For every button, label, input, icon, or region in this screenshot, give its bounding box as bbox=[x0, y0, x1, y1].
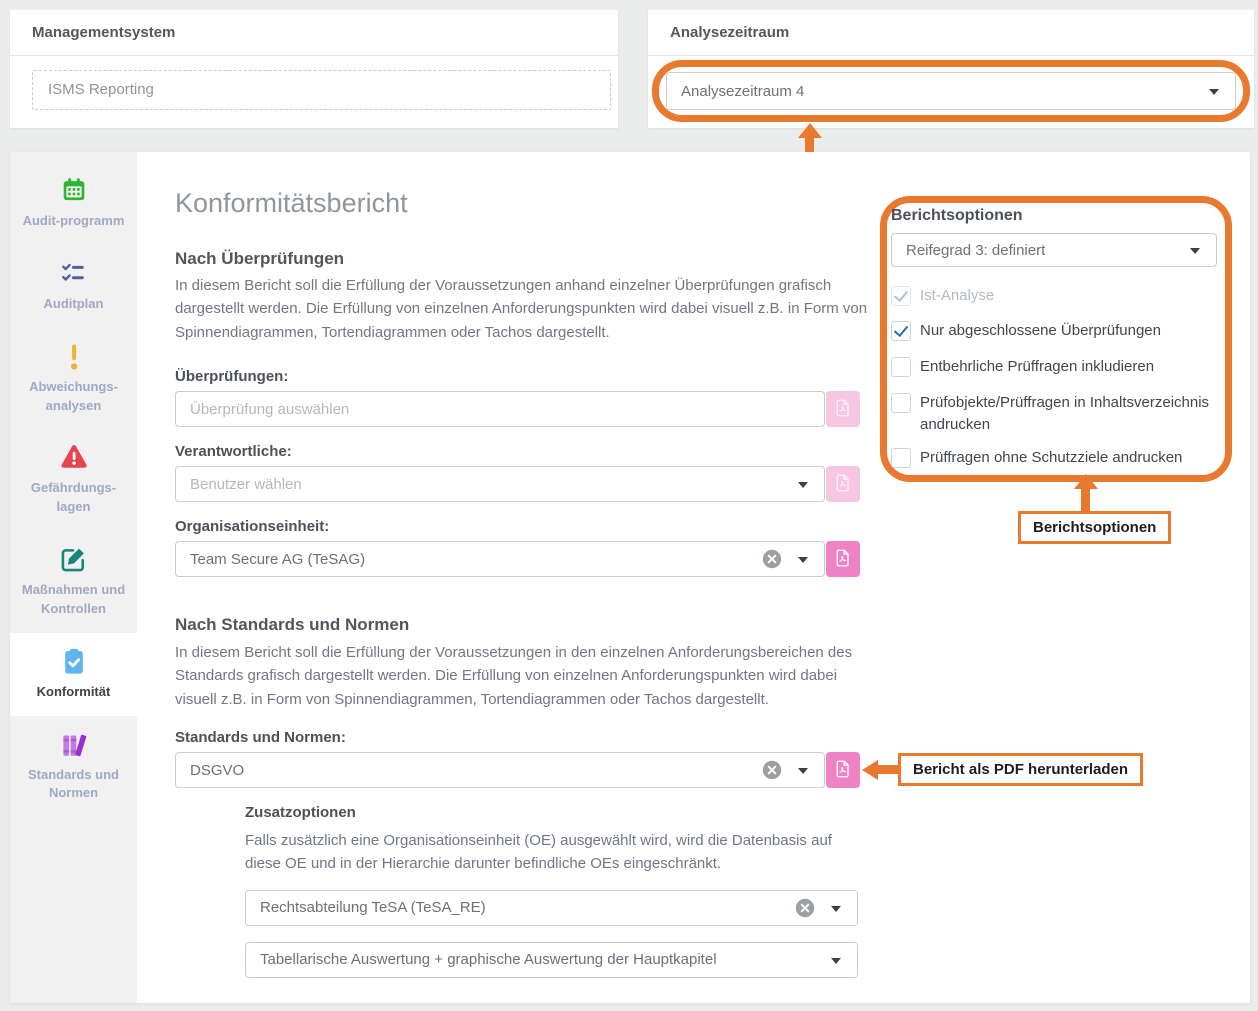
maturity-select[interactable] bbox=[891, 233, 1217, 267]
exclamation-icon bbox=[18, 343, 129, 371]
management-card-title: Managementsystem bbox=[10, 10, 618, 56]
clipboard-check-icon bbox=[18, 648, 129, 676]
evaluation-type-value: Tabellarische Auswertung + graphische Auswertung der Hauptkapitel bbox=[260, 951, 717, 968]
pdf-download-button[interactable] bbox=[826, 752, 860, 788]
analysis-period-value: Analysezeitraum 4 bbox=[681, 82, 805, 100]
checkbox[interactable] bbox=[891, 321, 911, 341]
checkbox[interactable] bbox=[891, 357, 911, 377]
section-standards-heading: Nach Standards und Normen bbox=[175, 615, 410, 634]
sidebar-item-audit-programm[interactable] bbox=[10, 162, 137, 245]
org-unit-select[interactable] bbox=[175, 541, 825, 577]
pdf-file-icon bbox=[834, 549, 852, 570]
checkbox[interactable] bbox=[891, 448, 911, 468]
arrow-shaft bbox=[877, 765, 898, 774]
pdf-file-icon bbox=[834, 760, 852, 781]
standards-field-row bbox=[175, 752, 860, 788]
extra-options-heading: Zusatzoptionen bbox=[245, 804, 356, 821]
reviews-field-row bbox=[175, 391, 860, 427]
sidebar-item-auditplan[interactable] bbox=[10, 245, 137, 328]
warning-triangle-icon bbox=[18, 444, 129, 472]
pdf-file-icon bbox=[834, 474, 852, 495]
extra-options-description: Falls zusätzlich eine Organisationseinheit (OE) ausgewählt wird, wird die Datenbasis auf diese OE und in der Hierarchie darunter befindliche OEs eingeschränkt. bbox=[245, 832, 832, 873]
arrow-shaft bbox=[1081, 488, 1090, 511]
management-system-card bbox=[10, 10, 618, 128]
reviews-field-label: Überprüfungen: bbox=[175, 368, 289, 385]
responsibles-field-row bbox=[175, 466, 860, 502]
reviews-input[interactable] bbox=[175, 391, 825, 427]
standards-field-label: Standards und Normen: bbox=[175, 729, 346, 746]
checkbox-label[interactable]: Ist-Analyse bbox=[920, 287, 995, 304]
report-option-row bbox=[891, 286, 1221, 307]
chevron-down-icon bbox=[1190, 248, 1200, 254]
pdf-file-icon bbox=[834, 399, 852, 420]
org-unit-field-label: Organisationseinheit: bbox=[175, 518, 330, 535]
report-option-row bbox=[891, 357, 1221, 378]
section-standards-description: In diesem Bericht soll die Erfüllung der Voraussetzungen in den einzelnen Anforderungsbereichen des Standards grafisch dargestellt werden. Die Erfüllung von einzelnen Anforderungspunkten wird dabei visuell z.B. in Form von Spinnendiagrammen, Tortendiagrammen oder Tachos dargestellt. bbox=[175, 644, 853, 708]
section-reviews-description: In diesem Bericht soll die Erfüllung der Voraussetzungen anhand einzelner Überprüfungen grafisch dargestellt werden. Die Erfüllung von einzelnen Anforderungspunkten wird dabei visuell z.B. in Form von Spinnendiagrammen, Tortendiagrammen oder Tachos dargestellt. bbox=[175, 277, 868, 341]
chevron-down-icon bbox=[798, 768, 808, 774]
org-unit-value: Team Secure AG (TeSAG) bbox=[190, 550, 366, 568]
responsibles-placeholder: Benutzer wählen bbox=[190, 475, 302, 493]
responsibles-select[interactable] bbox=[175, 466, 825, 502]
edit-icon bbox=[18, 546, 129, 574]
section-reviews-heading: Nach Überprüfungen bbox=[175, 249, 345, 268]
clear-icon[interactable] bbox=[795, 898, 815, 918]
standards-select[interactable] bbox=[175, 752, 825, 788]
clear-icon[interactable] bbox=[762, 760, 782, 780]
standards-value: DSGVO bbox=[190, 761, 245, 779]
extra-org-unit-select[interactable] bbox=[245, 890, 858, 926]
checklist-icon bbox=[18, 260, 129, 288]
sidebar-item-label: Standards und Normen bbox=[27, 766, 119, 801]
sidebar-item-label: Abweichungs-analysen bbox=[29, 378, 118, 413]
chevron-down-icon bbox=[798, 557, 808, 563]
sidebar-item-label: Auditplan bbox=[43, 295, 104, 311]
report-option-row bbox=[891, 393, 1221, 436]
pdf-callout: Bericht als PDF herunterladen bbox=[898, 753, 1143, 786]
analysis-period-select[interactable] bbox=[666, 72, 1236, 110]
arrow-left-icon bbox=[862, 760, 878, 780]
sidebar-item-gefaehrdungslagen[interactable] bbox=[10, 429, 137, 531]
analysis-period-card bbox=[648, 10, 1254, 128]
period-card-title: Analysezeitraum bbox=[648, 10, 1254, 56]
maturity-value: Reifegrad 3: definiert bbox=[906, 241, 1046, 259]
sidebar-item-massnahmen[interactable] bbox=[10, 531, 137, 633]
pdf-download-button[interactable] bbox=[826, 391, 860, 427]
options-callout: Berichtsoptionen bbox=[1018, 511, 1171, 544]
pdf-download-button[interactable] bbox=[826, 466, 860, 502]
main-panel bbox=[10, 152, 1250, 1003]
books-icon bbox=[18, 731, 129, 759]
sidebar bbox=[10, 152, 137, 1003]
checkbox-label[interactable]: Nur abgeschlossene Überprüfungen bbox=[920, 322, 1161, 339]
clear-icon[interactable] bbox=[762, 549, 782, 569]
checkbox[interactable] bbox=[891, 286, 911, 306]
org-unit-field-row bbox=[175, 541, 860, 577]
chevron-down-icon bbox=[1209, 89, 1219, 95]
report-option-row bbox=[891, 448, 1221, 469]
options-panel-title: Berichtsoptionen bbox=[891, 207, 1023, 224]
calendar-icon bbox=[18, 177, 129, 205]
sidebar-item-konformitaet[interactable] bbox=[10, 633, 137, 716]
responsibles-field-label: Verantwortliche: bbox=[175, 443, 292, 460]
sidebar-item-label: Konformität bbox=[36, 683, 111, 699]
sidebar-item-label: Maßnahmen und Kontrollen bbox=[21, 582, 126, 616]
chevron-down-icon bbox=[831, 906, 841, 912]
chevron-down-icon bbox=[798, 482, 808, 488]
report-option-row bbox=[891, 321, 1221, 342]
management-system-value[interactable]: ISMS Reporting bbox=[32, 70, 611, 110]
extra-org-unit-value: Rechtsabteilung TeSA (TeSA_RE) bbox=[260, 899, 486, 916]
sidebar-item-label: Gefährdungs-lagen bbox=[30, 480, 117, 515]
chevron-down-icon bbox=[831, 958, 841, 964]
checkbox[interactable] bbox=[891, 393, 911, 413]
checkbox-label[interactable]: Entbehrliche Prüffragen inkludieren bbox=[920, 358, 1155, 375]
sidebar-item-standards[interactable] bbox=[10, 716, 137, 818]
checkbox-label[interactable]: Prüffragen ohne Schutzziele andrucken bbox=[920, 449, 1183, 466]
page-title: Konformitätsbericht bbox=[175, 188, 408, 218]
extra-options-block bbox=[245, 804, 860, 978]
sidebar-item-label: Audit-programm bbox=[22, 213, 125, 228]
pdf-download-button[interactable] bbox=[826, 541, 860, 577]
sidebar-item-abweichungsanalysen[interactable] bbox=[10, 328, 137, 430]
checkbox-label[interactable]: Prüfobjekte/Prüffragen in Inhaltsverzeichnis andrucken bbox=[920, 394, 1210, 433]
arrow-up-icon bbox=[1074, 474, 1098, 489]
evaluation-type-select[interactable] bbox=[245, 942, 858, 978]
